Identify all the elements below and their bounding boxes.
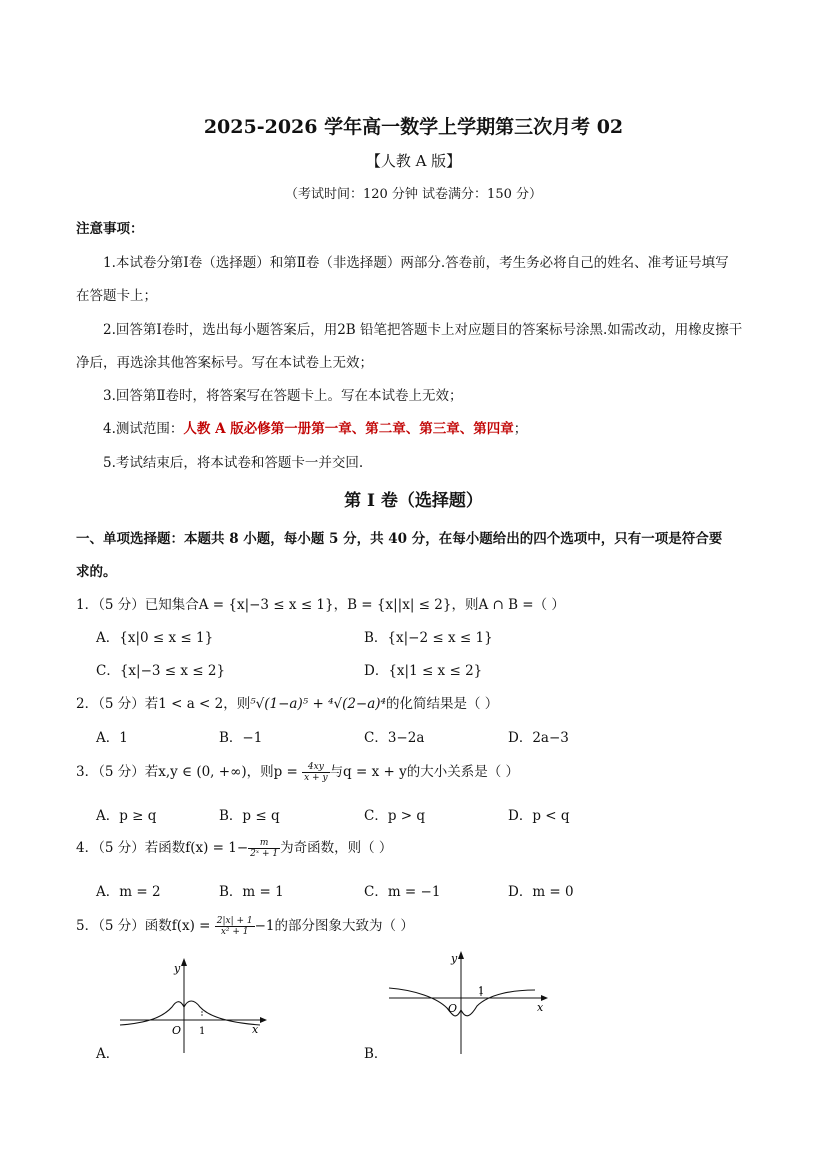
q2-root-2: ⁴√(2−a)⁴ (328, 696, 386, 712)
notice-item-4-prefix: 4.测试范围： (103, 421, 184, 437)
notice-item-4-suffix: ； (513, 421, 528, 437)
q4-frac-den: 2ˣ + 1 (250, 849, 279, 859)
q2-plus: + (308, 696, 329, 712)
q5-option-a: A． (96, 1046, 120, 1062)
graph-b-x-label: x (537, 1001, 544, 1014)
q1-option-a: A．{x|0 ≤ x ≤ 1} (96, 630, 214, 646)
notice-item-5: 5.考试结束后，将本试卷和答题卡一并交回. (103, 455, 364, 471)
section-1-heading: 一、单项选择题：本题共 8 小题，每小题 5 分，共 40 分，在每小题给出的四个选项中，只有一项是符合要 (76, 531, 723, 547)
notice-item-3: 3.回答第Ⅱ卷时，将答案写在答题卡上。写在本试卷上无效； (103, 388, 463, 404)
q5-stem-prefix: 5．（5 分）函数f(x) = (76, 918, 215, 934)
question-4-stem (76, 836, 392, 859)
q4-option-a: A．m = 2 (96, 884, 161, 900)
notice-item-1-cont: 在答题卡上； (76, 288, 157, 304)
q1-option-d: D．{x|1 ≤ x ≤ 2} (364, 663, 483, 679)
notice-heading: 注意事项： (76, 221, 144, 237)
notice-item-1: 1.本试卷分第Ⅰ卷（选择题）和第Ⅱ卷（非选择题）两部分.答卷前，考生务必将自己的姓名、准考证号填写 (103, 255, 729, 271)
q3-option-b: B．p ≤ q (219, 808, 280, 824)
graph-a-y-label: y (174, 962, 181, 975)
q5-graph-a (118, 955, 268, 1055)
graph-a-one: 1 (199, 1026, 206, 1037)
question-1-stem: 1．（5 分）已知集合A = {x|−3 ≤ x ≤ 1}，B = {x||x| ≤ 2}，则A ∩ B =（ ） (76, 597, 565, 613)
q1-option-c: C．{x|−3 ≤ x ≤ 2} (96, 663, 226, 679)
q1-option-b: B．{x|−2 ≤ x ≤ 1} (364, 630, 493, 646)
test-range: 人教 A 版必修第一册第一章、第二章、第三章、第四章 (183, 421, 514, 437)
q4-fraction (248, 838, 280, 859)
graph-b-curve (389, 988, 535, 1016)
q5-option-b: B． (364, 1046, 388, 1062)
q3-option-d: D．p < q (508, 808, 570, 824)
graph-b-y-label: y (451, 952, 458, 965)
q3-option-a: A．p ≥ q (96, 808, 157, 824)
q3-frac-num: 4xy (302, 762, 329, 773)
q5-stem-suffix: −1的部分图象大致为（ ） (254, 918, 414, 934)
q3-stem-suffix: 与q = x + y的大小关系是（ ） (329, 764, 520, 780)
q5-graph-b (385, 948, 555, 1056)
q4-option-b: B．m = 1 (219, 884, 284, 900)
exam-title: 2025-2026 学年高一数学上学期第三次月考 02 (203, 116, 624, 138)
q4-stem-suffix: 为奇函数，则（ ） (280, 840, 393, 856)
notice-item-4 (103, 417, 527, 437)
part-1-title: 第 I 卷（选择题） (344, 491, 483, 511)
q4-option-c: C．m = −1 (364, 884, 441, 900)
exam-info: （考试时间：120 分钟 试卷满分：150 分） (284, 187, 543, 202)
q2-stem-prefix: 2．（5 分）若1 < a < 2，则 (76, 696, 251, 712)
graph-a-x-label: x (252, 1023, 259, 1036)
q5-fraction (215, 916, 255, 937)
question-5-stem (76, 914, 414, 937)
graph-b-origin: O (448, 1002, 458, 1015)
q2-root-1: ⁵√(1−a)⁵ (250, 696, 309, 712)
q2-stem-suffix: 的化简结果是（ ） (385, 696, 499, 712)
q2-option-c: C．3−2a (364, 730, 425, 746)
graph-a-curve (120, 1001, 260, 1025)
q3-option-c: C．p > q (364, 808, 426, 824)
q4-option-d: D．m = 0 (508, 884, 574, 900)
q3-stem-prefix: 3．（5 分）若x,y ∈ (0, +∞)，则p = (76, 764, 303, 780)
graph-b-one: 1 (478, 986, 485, 997)
q2-option-b: B．−1 (219, 730, 263, 746)
question-3-stem (76, 760, 519, 783)
q5-frac-num: 2|x| + 1 (216, 916, 253, 926)
section-1-heading-cont: 求的。 (76, 564, 117, 580)
notice-item-2-cont: 净后，再选涂其他答案标号。写在本试卷上无效； (76, 355, 373, 371)
edition-label: 【人教 A 版】 (365, 152, 462, 170)
q3-frac-den: x + y (304, 773, 328, 783)
graph-a-y-arrow (181, 958, 187, 966)
question-2-stem (76, 692, 498, 712)
q4-frac-num: m (248, 838, 280, 849)
graph-a-x-arrow (260, 1017, 267, 1023)
q3-fraction (302, 762, 329, 783)
notice-item-2: 2.回答第Ⅰ卷时，选出每小题答案后，用2B 铅笔把答题卡上对应题目的答案标号涂黑.如需改动，用橡皮擦干 (103, 322, 743, 338)
graph-b-y-arrow (458, 951, 464, 959)
graph-a-origin: O (172, 1024, 182, 1037)
q2-option-a: A．1 (96, 730, 128, 746)
q2-option-d: D．2a−3 (508, 730, 569, 746)
q5-frac-den: x² + 1 (220, 927, 249, 937)
q4-stem-prefix: 4．（5 分）若函数f(x) = 1− (76, 840, 249, 856)
